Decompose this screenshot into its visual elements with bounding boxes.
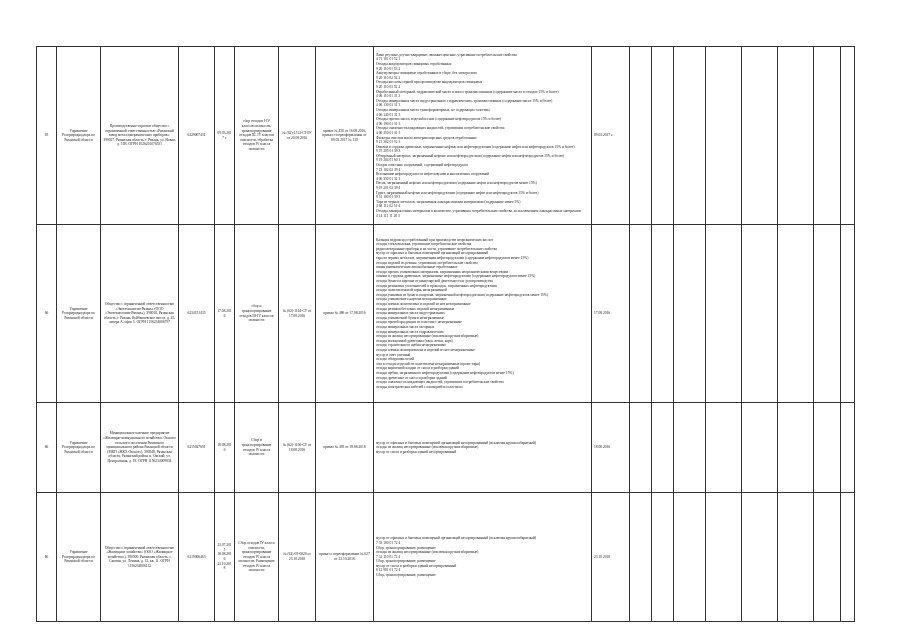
empty-cell [742,225,778,403]
empty-cell [814,403,841,493]
waste-list: мусор от офисных и бытовых помещений организаций несортированный (исключая крупногабаритный) отходы из жилищ несортированные (исключая крупногабаритные) мусор от сноса и разборки зданий несортированный [374,403,592,493]
license-number: № (62)-1512-СТОУ от 20.08.2016 [279,47,316,225]
empty-cell [841,493,855,622]
waste-list: мусор от офисных и бытовых помещений организаций несортированный (исключая крупногабаритный) 7 33 100 01 72 4 Сбор, транспортирование, размещение отходы из жилищ несортированные (исключая крупногабаритные) 7 31 110 01 72 4 Сбор, транспортирование, размещение мусор от сноса и разборки зданий несортированный 8 12 901 01 72 4 Сбор, транспортирование, размещение [374,493,592,622]
empty-cell [778,403,814,493]
organization-details: Общество с ограниченной ответственностью «Жилищное хозяйство» (ООО «Жилищное хозяйство»), 390500, Рязанская область, г. Скопин, ул. Ленина, д. 12, кв. 11. ОГРН 1156234006112 [101,493,179,622]
empty-cell [652,403,674,493]
issue-date: 18.08.2016 [215,403,235,493]
table-row [37,403,855,493]
activity-type: Сбор отходов IV класса опасности, транспортирование отходов IV класса опасности. Размещение отходов IV класса опасности [235,493,279,622]
activity-type: Сбор и транспортирование отходов IV класса опасности [235,403,279,493]
empty-cell [630,47,652,225]
empty-cell [630,403,652,493]
license-registry-table [36,46,855,622]
empty-cell [652,47,674,225]
empty-cell [706,493,742,622]
order-details: приказ о переоформлении № 627 от 23.10.2018 [316,493,374,622]
inn: 6234151435 [179,225,215,403]
empty-cell [706,403,742,493]
empty-cell [814,225,841,403]
licensing-authority: Управление Росприроднадзора по Рязанской области [57,493,101,622]
empty-cell [778,493,814,622]
organization-details: Производственно-торговое общество с ограниченной ответственностью «Рязанский завод металлокерамических приборов», 390027, Рязанская область, г. Рязань, ул. Новая, д. 51В. ОГРН 1026201076551 [101,47,179,225]
waste-list: Ламп ртутные, ртутно-кварцевые, люминесцентные, утратившие потребительские свойства 4 71 101 01 52 1 Отходы аккумуляторов свинцовых отработанных 9 20 110 01 53 2 Аккумуляторы свинцовые отработанные в сборе, без электролита 9 20 110 02 52 2 Отходы кислоты серной при производстве аккумуляторов свинцовых 9 20 110 03 52 2 Отработанный моторный, гидравлический масел и масел трансмиссионных (содержание масел в отходах 15% и более) 4 06 110 01 31 3 Отходы минеральных масел индустриальных, гидравлических, трансмиссионных (содержание масел 15% и более) 4 06 130 01 31 3 Отходы минеральных масел трансформаторных, не содержащих галогены 4 06 140 01 31 3 Отходы прочих масел, изделий из них (содержание нефтепродуктов 15% и более) 4 06 190 01 31 3 Отходы смазочно-охлаждающих жидкостей, утративших потребительские свойства 4 06 350 01 31 3 Фильтры очистки масла автотранспортных средств отработанные 9 21 302 01 52 3 Опилки и стружка древесные, загрязненные нефтью или нефтепродуктами (содержание нефти или нефтепродуктов 15% и более) 9 19 205 01 39 3 Обтирочный материал, загрязненный нефтью или нефтепродуктами (содержание нефти или нефтепродуктов 15% и более) 9 19 204 01 60 3 Осадок очистных сооружений, содержащий нефтепродукты 7 23 102 02 39 4 Всплывшие нефтепродукты из нефтеловушек и аналогичных сооружений 4 06 350 01 31 3 Песок, загрязненный нефтью или нефтепродуктами (содержание нефти или нефтепродуктов менее 15%) 9 19 201 02 39 4 Грунт, загрязненный нефтью или нефтепродуктами (содержание нефти или нефтепродуктов 15% и более) 9 31 100 01 39 3 Тара из черных металлов, загрязненная лакокрасочными материалами (содержание менее 5%) 4 68 112 02 51 4 Отходы лакокрасочных материалов в количестве, утративших потребительские свойства, за исключением лакокрасочных материалов 4 14 111 11 20 3 [374,47,592,225]
empty-cell [841,47,855,225]
empty-cell [742,403,778,493]
empty-cell [630,225,652,403]
decision-date: 18.08.2016 [592,403,630,493]
table-row [37,225,855,403]
order-details: приказ № 450 от 16.08.2016, приказ о переоформлении от 09.03.2017 № 130 [316,47,374,225]
inn: 6215027691 [179,403,215,493]
activity-type: сбор и транспортирование отходов III-IV классов опасности [235,225,279,403]
table-row [37,493,855,622]
empty-cell [674,493,706,622]
inn: 6219006463 [179,493,215,622]
organization-details: Муниципальное казенное предприятие «Жилищно-коммунального хозяйства» Окского сельского поселения Рязанского муниципального района Рязанской области (МКП «ЖКХ Окское»), 390548, Рязанская область, Рязанский район, п. Окский, ул. Центральная, д. 18. ОГРН 1156234009834 [101,403,179,493]
inn: 6229007431 [179,47,215,225]
empty-cell [706,225,742,403]
license-number: № (62)-1166-СТ от 18.08.2016 [279,403,316,493]
empty-cell [778,47,814,225]
empty-cell [674,225,706,403]
empty-cell [630,493,652,622]
waste-list: Кальция гидроксид отработанный при производстве неорганических кислот отходы стекловолокна, утратившие потребительские свойства радиоэлектронные приборы и их части, утратившие потребительские свойства мусор от офисных и бытовых помещений организаций несортированный тара из черных металлов, загрязненная нефтепродуктами (содержание нефтепродуктов менее 15%) отходы изделий из резины, утративших потребительские свойства шины пневматические автомобильные отработанные отходы прочих упаковочных материалов, загрязненных неорганическими веществами опилки и стружка древесные, загрязненные нефтепродуктами (содержание нефтепродуктов менее 15%) отходы бумаги и картона от канцелярской деятельности и делопроизводства отходы резиновых уплотнителей и прокладок, загрязненных нефтепродуктами отходы полиэтиленовой тары, незагрязненной отходы упаковки из бумаги и картона, загрязненной нефтепродуктами (содержание нефтепродуктов менее 15%) отходы упаковочного картона незагрязненные отходы пленки полиэтилена и изделий из нее незагрязненные отходы резиноасбестовых изделий незагрязненные отходы минеральных масел индустриальных отходы упаковочной бумаги незагрязненные отходы прочей продукции из пластмасс незагрязненные отходы минеральных масел моторных отходы минеральных масел гидравлических отходы из жилищ несортированные (исключая крупногабаритные) отходы малоценной древесины (хвоя, ветки, кора) отходы строительного щебня незагрязненные отходы пленки полипропилена и изделий из нее незагрязненные мусор и смет уличный отходы обмуровки печей лом и отходы изделий из полиэтилена незагрязненные (кроме тары) отходы кирпичной кладки от сноса и разборки зданий отходы щебня, загрязненного нефтепродуктами (содержание нефтепродуктов менее 15%) отходы древесные от сноса и разборки зданий отходы смазочно-охлаждающих жидкостей, утративших потребительские свойства отходы электрических кабелей с изоляцией из пластмасс [374,225,592,403]
empty-cell [742,47,778,225]
row-number: 66 [37,225,57,403]
licensing-authority: Управление Росприроднадзора по Рязанской области [57,225,101,403]
decision-date: 17.08.2016 [592,225,630,403]
empty-cell [814,493,841,622]
order-details: приказ № 495 от 18.08.2016 [316,403,374,493]
licensing-authority: Управление Росприроднадзора по Рязанской области [57,403,101,493]
table-row [37,47,855,225]
empty-cell [652,493,674,622]
empty-cell [841,403,855,493]
empty-cell [706,47,742,225]
issue-date: 23.07.2015 18.08.2016 23.10.2018 [215,493,235,622]
empty-cell [674,47,706,225]
empty-cell [778,225,814,403]
empty-cell [674,403,706,493]
empty-cell [652,225,674,403]
license-number: № (62)-1144-СТ от 17.08.2016 [279,225,316,403]
empty-cell [814,47,841,225]
issue-date: 09.03.2017 г. [215,47,235,225]
license-number: № (62)-05-0020 от 23.10.2018 [279,493,316,622]
row-number: 66 [37,493,57,622]
row-number: 66 [37,403,57,493]
decision-date: 09.03.2017 г. [592,47,630,225]
row-number: 65 [37,47,57,225]
organization-details: Общество с ограниченной ответственностью «Экотехнологии-Рязань» (ООО «Экотехнологии-Рязань»), 390010, Рязанская область, г. Рязань, Куйбышевское шоссе, д. 45, литера А, офис 5. ОГРН 1156234006797 [101,225,179,403]
licensing-authority: Управление Росприроднадзора по Рязанской области [57,47,101,225]
issue-date: 17.08.2016 [215,225,235,403]
activity-type: сбор отходов I-IV классов опасности, транспортирование отходов III, IV классов опасности, обработка отходов IV класса опасности [235,47,279,225]
empty-cell [841,225,855,403]
order-details: приказ № 486 от 17.08.2016 [316,225,374,403]
empty-cell [742,493,778,622]
decision-date: 23.10.2018 [592,493,630,622]
